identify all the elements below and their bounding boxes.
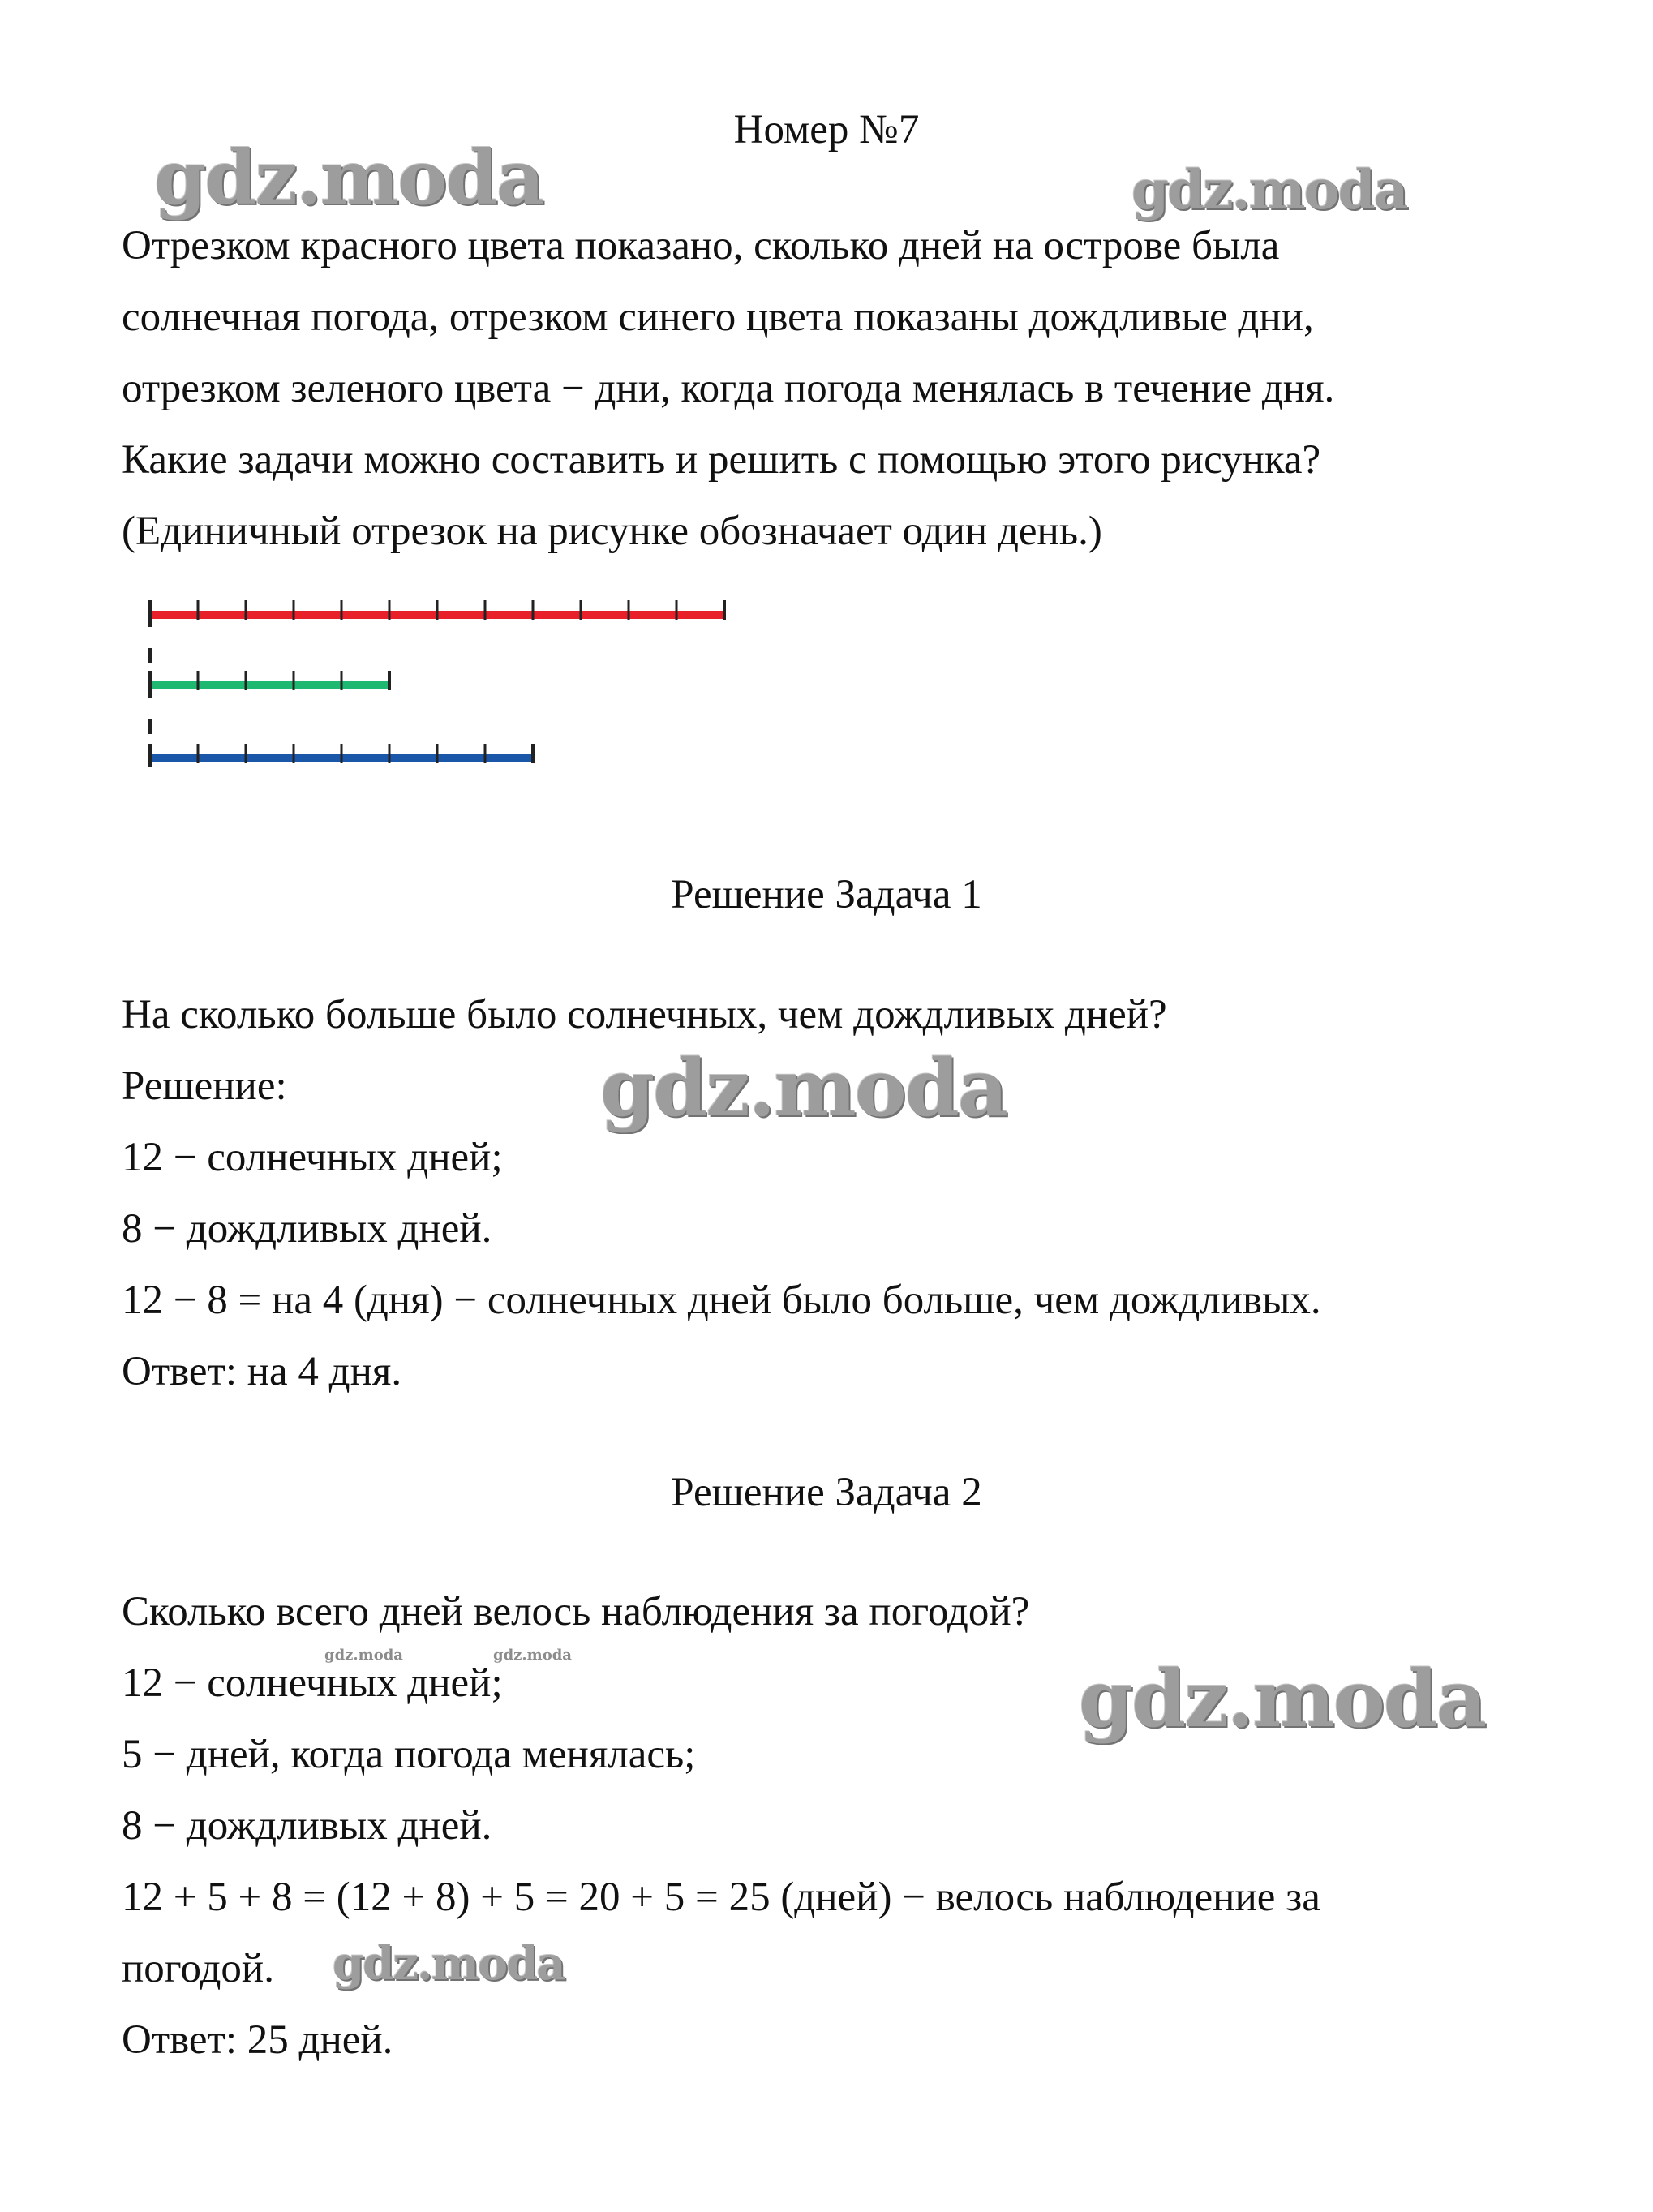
task2-line: погодой. <box>122 1946 274 1991</box>
task2-heading: Решение Задача 2 <box>671 1470 982 1515</box>
problem-line: Какие задачи можно составить и решить с помощью этого рисунка? <box>122 437 1321 483</box>
task1-line: 8 − дождливых дней. <box>122 1206 492 1252</box>
task2-answer: Ответ: 25 дней. <box>122 2017 393 2063</box>
task2-line: Сколько всего дней велось наблюдения за погодой? <box>122 1589 1030 1634</box>
problem-line: отрезком зеленого цвета − дни, когда погода менялась в течение дня. <box>122 366 1335 411</box>
segment-diagram <box>138 588 754 775</box>
task1-line: На сколько больше было солнечных, чем дождливых дней? <box>122 992 1167 1037</box>
problem-line: солнечная погода, отрезком синего цвета показаны дождливые дни, <box>122 294 1314 340</box>
page-title: Номер №7 <box>733 107 920 152</box>
task1-line: Решение: <box>122 1063 287 1109</box>
task1-line: 12 − 8 = на 4 (дня) − солнечных дней было больше, чем дождливых. <box>122 1278 1321 1323</box>
watermark: gdz.moda <box>324 1647 403 1664</box>
rainy-segment <box>150 744 533 763</box>
watermark: gdz.moda <box>1079 1653 1486 1745</box>
problem-line: Отрезком красного цвета показано, сколько дней на острове была <box>122 223 1280 268</box>
watermark: gdz.moda <box>1131 158 1407 221</box>
task2-line: 5 − дней, когда погода менялась; <box>122 1732 696 1777</box>
problem-line: (Единичный отрезок на рисунке обозначает один день.) <box>122 509 1102 554</box>
task1-heading: Решение Задача 1 <box>671 872 982 917</box>
task2-line: 8 − дождливых дней. <box>122 1803 492 1849</box>
changing-segment <box>150 671 389 690</box>
task2-line: 12 + 5 + 8 = (12 + 8) + 5 = 20 + 5 = 25 (дней) − велось наблюдение за <box>122 1875 1320 1920</box>
watermark: gdz.moda <box>600 1042 1007 1134</box>
task1-answer: Ответ: на 4 дня. <box>122 1349 402 1394</box>
task1-line: 12 − солнечных дней; <box>122 1135 503 1180</box>
sunny-segment <box>150 600 724 620</box>
watermark: gdz.moda <box>493 1647 572 1664</box>
watermark: gdz.moda <box>333 1937 565 1991</box>
watermark: gdz.moda <box>154 134 543 221</box>
task2-line: 12 − солнечных дней; <box>122 1660 503 1706</box>
